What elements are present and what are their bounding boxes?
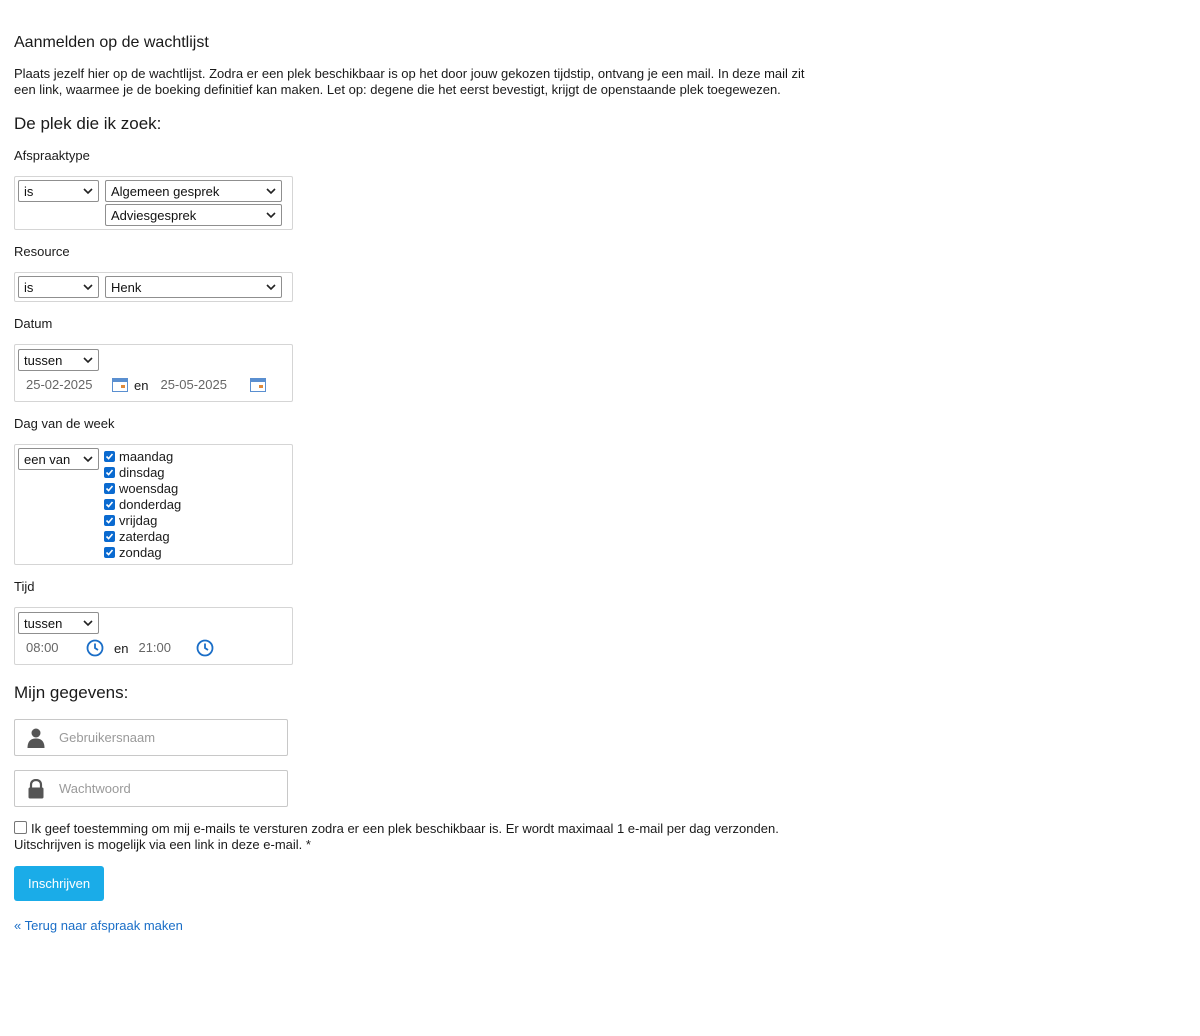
appointment-type-label: Afspraaktype bbox=[14, 148, 90, 163]
weekday-label-text: zondag bbox=[119, 544, 162, 560]
date-label: Datum bbox=[14, 316, 53, 331]
checkbox-checked[interactable] bbox=[104, 547, 115, 558]
resource-select[interactable] bbox=[105, 276, 282, 298]
weekday-option[interactable] bbox=[103, 480, 181, 496]
checkbox-checked[interactable] bbox=[104, 483, 115, 494]
time-filter bbox=[14, 607, 293, 665]
weekday-option[interactable] bbox=[103, 464, 181, 480]
clock-icon[interactable] bbox=[86, 639, 104, 657]
checkbox-checked[interactable] bbox=[104, 515, 115, 526]
weekday-label-text: donderdag bbox=[119, 496, 182, 512]
weekday-operator-select[interactable] bbox=[18, 448, 99, 470]
consent-checkbox[interactable] bbox=[14, 821, 27, 834]
page-title: Aanmelden op de wachtlijst bbox=[14, 34, 209, 51]
time-operator-select[interactable] bbox=[18, 612, 99, 634]
resource-label: Resource bbox=[14, 244, 70, 259]
date-filter bbox=[14, 344, 293, 402]
weekday-option[interactable] bbox=[103, 512, 181, 528]
weekday-label: Dag van de week bbox=[14, 416, 115, 431]
date-to-input[interactable]: 25-05-2025 bbox=[160, 377, 227, 392]
time-to-input[interactable]: 21:00 bbox=[138, 640, 172, 655]
time-label: Tijd bbox=[14, 579, 35, 594]
consent-text: Ik geef toestemming om mij e-mails te versturen zodra er een plek beschikbaar is. Er wordt maximaal 1 e-mail per dag verzonden. Uitschrijven is mogelijk via een link in deze e-mail. * bbox=[14, 821, 779, 852]
weekday-label-text: zaterdag bbox=[119, 528, 170, 544]
weekday-list bbox=[103, 448, 181, 560]
date-from-input[interactable]: 25-02-2025 bbox=[26, 377, 93, 392]
appointment-type-value-1: Algemeen gesprek bbox=[105, 180, 282, 202]
section-heading-details: Mijn gegevens: bbox=[14, 683, 129, 702]
date-operator-value: tussen bbox=[18, 349, 99, 371]
resource-operator-select[interactable] bbox=[18, 276, 99, 298]
weekday-label-text: dinsdag bbox=[119, 464, 165, 480]
weekday-label-text: woensdag bbox=[119, 480, 179, 496]
weekday-label-text: vrijdag bbox=[119, 512, 158, 528]
weekday-operator-value: een van bbox=[18, 448, 99, 470]
checkbox-checked[interactable] bbox=[104, 467, 115, 478]
username-input[interactable] bbox=[57, 729, 261, 746]
appointment-type-value-2: Adviesgesprek bbox=[105, 204, 282, 226]
checkbox-checked[interactable] bbox=[104, 499, 115, 510]
calendar-icon[interactable] bbox=[250, 378, 266, 392]
time-connector: en bbox=[114, 640, 129, 656]
checkbox-checked[interactable] bbox=[104, 451, 115, 462]
user-icon bbox=[15, 728, 57, 748]
weekday-label-text: maandag bbox=[119, 448, 174, 464]
appointment-type-operator-value: is bbox=[18, 180, 99, 202]
calendar-icon[interactable] bbox=[112, 378, 128, 392]
date-operator-select[interactable] bbox=[18, 349, 99, 371]
intro-text: Plaats jezelf hier op de wachtlijst. Zodra er een plek beschikbaar is op het door jouw gekozen tijdstip, ontvang je een mail. In deze mail zit een link, waarmee je de boeking definitief kan maken. Let op: degene die het eerst bevestigt, krijgt de openstaande plek toegewezen. bbox=[14, 66, 805, 97]
username-field[interactable] bbox=[14, 719, 288, 756]
section-heading-search: De plek die ik zoek: bbox=[14, 114, 162, 133]
weekday-option[interactable] bbox=[103, 496, 181, 512]
consent-row bbox=[14, 821, 814, 853]
checkbox-checked[interactable] bbox=[104, 531, 115, 542]
clock-icon[interactable] bbox=[196, 639, 214, 657]
time-operator-value: tussen bbox=[18, 612, 99, 634]
weekday-option[interactable] bbox=[103, 448, 181, 464]
appointment-type-select-1[interactable] bbox=[105, 180, 282, 202]
date-connector: en bbox=[134, 377, 149, 393]
resource-value: Henk bbox=[105, 276, 282, 298]
weekday-filter bbox=[14, 444, 293, 565]
appointment-type-select-2[interactable] bbox=[105, 204, 282, 226]
submit-button[interactable]: Inschrijven bbox=[14, 866, 104, 901]
appointment-type-filter bbox=[14, 176, 293, 230]
password-field[interactable] bbox=[14, 770, 288, 807]
weekday-option[interactable] bbox=[103, 544, 181, 560]
weekday-option[interactable] bbox=[103, 528, 181, 544]
lock-icon bbox=[15, 779, 57, 799]
password-input[interactable] bbox=[57, 780, 261, 797]
resource-operator-value: is bbox=[18, 276, 99, 298]
time-from-input[interactable]: 08:00 bbox=[26, 640, 59, 655]
back-link[interactable]: « Terug naar afspraak maken bbox=[14, 918, 183, 933]
resource-filter bbox=[14, 272, 293, 302]
appointment-type-operator-select[interactable] bbox=[18, 180, 99, 202]
